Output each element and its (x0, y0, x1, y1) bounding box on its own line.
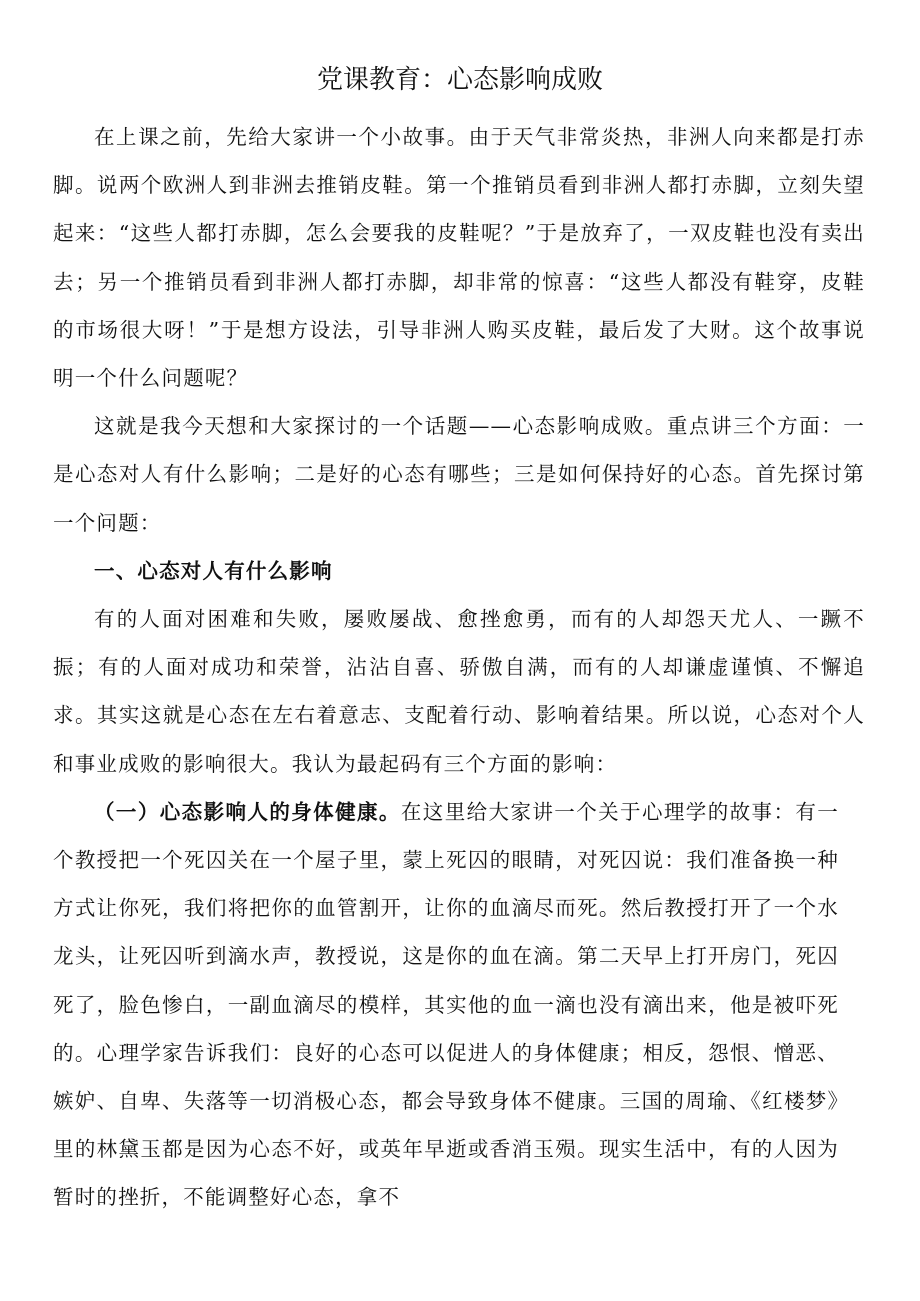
paragraph-health-story (53, 788, 839, 1222)
subheading-health: （一）心态影响人的身体健康。 (94, 799, 401, 824)
paragraph-intro-story: 在上课之前，先给大家讲一个小故事。由于天气非常炎热，非洲人向来都是打赤脚。说两个欧洲人到非洲去推销皮鞋。第一个推销员看到非洲人都打赤脚，立刻失望起来：“这些人都打赤脚，怎么会要我的皮鞋呢？”于是放弃了，一双皮鞋也没有卖出去；另一个推销员看到非洲人都打赤脚，却非常的惊喜：“这些人都没有鞋穿，皮鞋的市场很大呀！”于是想方设法，引导非洲人购买皮鞋，最后发了大财。这个故事说明一个什么问题呢？ (53, 125, 865, 391)
document-body (53, 113, 865, 1222)
paragraph-topic-overview: 这就是我今天想和大家探讨的一个话题——心态影响成败。重点讲三个方面：一是心态对人有什么影响；二是好的心态有哪些；三是如何保持好的心态。首先探讨第一个问题： (53, 414, 865, 535)
document-title: 党课教育：心态影响成败 (316, 65, 603, 95)
paragraph-mindset-influence: 有的人面对困难和失败，屡败屡战、愈挫愈勇，而有的人却怨天尤人、一蹶不振；有的人面对成功和荣誉，沾沾自喜、骄傲自满，而有的人却谦虚谨慎、不懈追求。其实这就是心态在左右着意志、支配着行动、影响着结果。所以说，心态对个人和事业成败的影响很大。我认为最起码有三个方面的影响： (53, 607, 865, 776)
paragraph-health-body: 在这里给大家讲一个关于心理学的故事：有一个教授把一个死囚关在一个屋子里，蒙上死囚的眼睛，对死囚说：我们准备换一种方式让你死，我们将把你的血管割开，让你的血滴尽而死。然后教授打开了一个水龙头，让死囚听到滴水声，教授说，这是你的血在滴。第二天早上打开房门，死囚死了，脸色惨白，一副血滴尽的模样，其实他的血一滴也没有滴出来，他是被吓死的。心理学家告诉我们：良好的心态可以促进人的身体健康；相反，怨恨、憎恶、嫉妒、自卑、失落等一切消极心态，都会导致身体不健康。三国的周瑜、《红楼梦》里的林黛玉都是因为心态不好，或英年早逝或香消玉殒。现实生活中，有的人因为暂时的挫折，不能调整好心态，拿不 (53, 799, 839, 1210)
section-heading-1: 一、心态对人有什么影响 (94, 558, 333, 583)
